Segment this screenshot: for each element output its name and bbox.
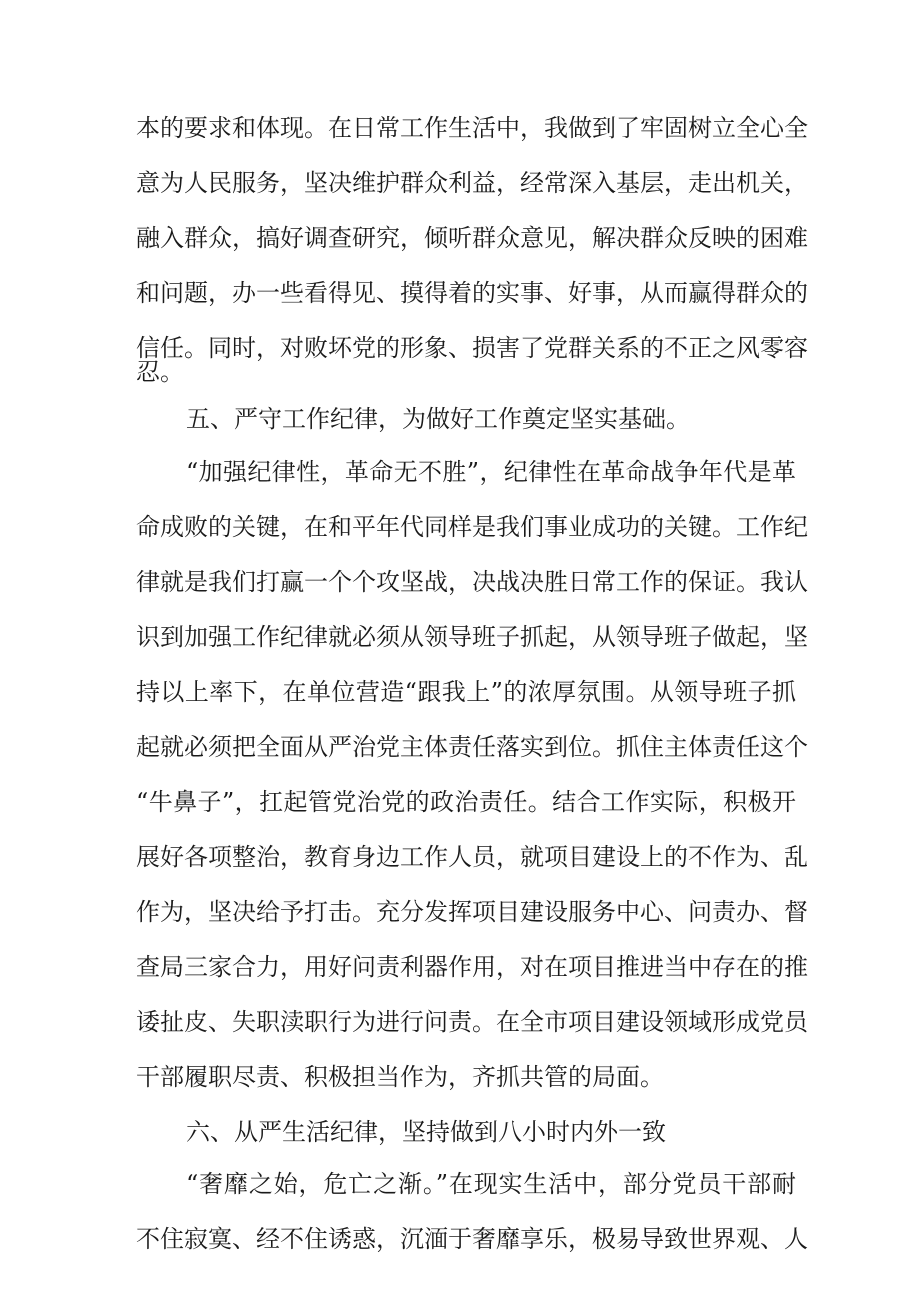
text-line: 展好各项整治，教育身边工作人员，就项目建设上的不作为、乱 xyxy=(136,843,808,871)
text-line: 查局三家合力，用好问责利器作用，对在项目推进当中存在的推 xyxy=(136,953,808,981)
text-line: “加强纪律性，革命无不胜”，纪律性在革命战争年代是革 xyxy=(186,458,796,486)
text-line: 起就必须把全面从严治党主体责任落实到位。抓住主体责任这个 xyxy=(136,733,808,761)
section-heading: 五、严守工作纪律，为做好工作奠定坚实基础。 xyxy=(186,405,690,433)
text-line: “牛鼻子”，扛起管党治党的政治责任。结合工作实际，积极开 xyxy=(136,788,796,816)
text-line: 不住寂寞、经不住诱惑，沉湎于奢靡享乐，极易导致世界观、人 xyxy=(136,1225,808,1253)
text-line: 诿扯皮、失职渎职行为进行问责。在全市项目建设领域形成党员 xyxy=(136,1008,808,1036)
text-line: 融入群众，搞好调查研究，倾听群众意见，解决群众反映的困难 xyxy=(136,224,808,252)
text-line: 律就是我们打赢一个个攻坚战，决战决胜日常工作的保证。我认 xyxy=(136,568,808,596)
text-line: 干部履职尽责、积极担当作为，齐抓共管的局面。 xyxy=(136,1063,664,1091)
section-heading: 六、从严生活纪律，坚持做到八小时内外一致 xyxy=(186,1118,666,1146)
text-line: 和问题，办一些看得见、摸得着的实事、好事，从而赢得群众的 xyxy=(136,279,808,307)
text-line: 本的要求和体现。在日常工作生活中，我做到了牢固树立全心全 xyxy=(136,114,808,142)
text-line: “奢靡之始，危亡之渐。”在现实生活中，部分党员干部耐 xyxy=(186,1170,796,1198)
text-line: 忍。 xyxy=(136,358,184,386)
text-line: 意为人民服务，坚决维护群众利益，经常深入基层，走出机关， xyxy=(136,169,808,197)
text-line: 持以上率下，在单位营造“跟我上”的浓厚氛围。从领导班子抓 xyxy=(136,678,796,706)
text-line: 作为，坚决给予打击。充分发挥项目建设服务中心、问责办、督 xyxy=(136,898,808,926)
text-line: 信任。同时，对败坏党的形象、损害了党群关系的不正之风零容 xyxy=(136,334,808,362)
text-line: 命成败的关键，在和平年代同样是我们事业成功的关键。工作纪 xyxy=(136,513,808,541)
text-line: 识到加强工作纪律就必须从领导班子抓起，从领导班子做起，坚 xyxy=(136,623,808,651)
